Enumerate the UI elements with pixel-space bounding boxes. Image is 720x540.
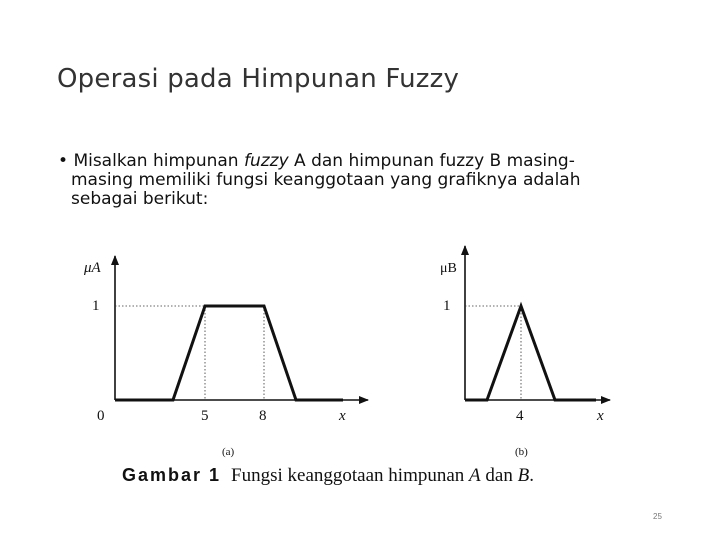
graph-a-x-label: x [339, 408, 346, 424]
caption-text-1: Fungsi keanggotaan himpunan [231, 465, 470, 486]
caption-figure-number: Gambar 1 [122, 465, 222, 485]
graph-b-y-one: 1 [443, 298, 451, 314]
bullet-marker: • [58, 151, 69, 171]
graph-a-tick-8: 8 [259, 408, 267, 424]
bullet-text-2: A dan himpunan fuzzy B masing- [288, 151, 575, 171]
caption-text-2: dan [480, 465, 518, 486]
graph-a-origin: 0 [97, 408, 105, 424]
graph-b-x-label: x [597, 408, 604, 424]
graph-b-membership-line [465, 306, 596, 400]
bullet-line-2: masing memiliki fungsi keanggotaan yang grafiknya adalah [71, 170, 581, 191]
caption-text-3: . [529, 465, 534, 486]
graph-a-y-one: 1 [92, 298, 100, 314]
bullet-italic-fuzzy: fuzzy [243, 151, 289, 171]
caption-set-a: A [469, 465, 481, 486]
caption-set-b: B [517, 465, 530, 486]
bullet-text-1: Misalkan himpunan [73, 151, 244, 171]
bullet-line-3: sebagai berikut: [71, 189, 209, 210]
graph-a-y-label: μA [84, 260, 101, 276]
graph-a-sublabel: (a) [222, 446, 235, 458]
page-number: 25 [653, 512, 662, 521]
graph-b-sublabel: (b) [515, 446, 528, 458]
graph-a-tick-5: 5 [201, 408, 209, 424]
graph-a [83, 256, 368, 458]
graph-b-tick-4: 4 [516, 408, 524, 424]
graph-b [440, 246, 610, 458]
graph-b-y-label: μB [440, 261, 457, 276]
graph-a-membership-line [115, 306, 343, 400]
figure-caption [122, 465, 534, 487]
slide-title: Operasi pada Himpunan Fuzzy [57, 64, 460, 94]
